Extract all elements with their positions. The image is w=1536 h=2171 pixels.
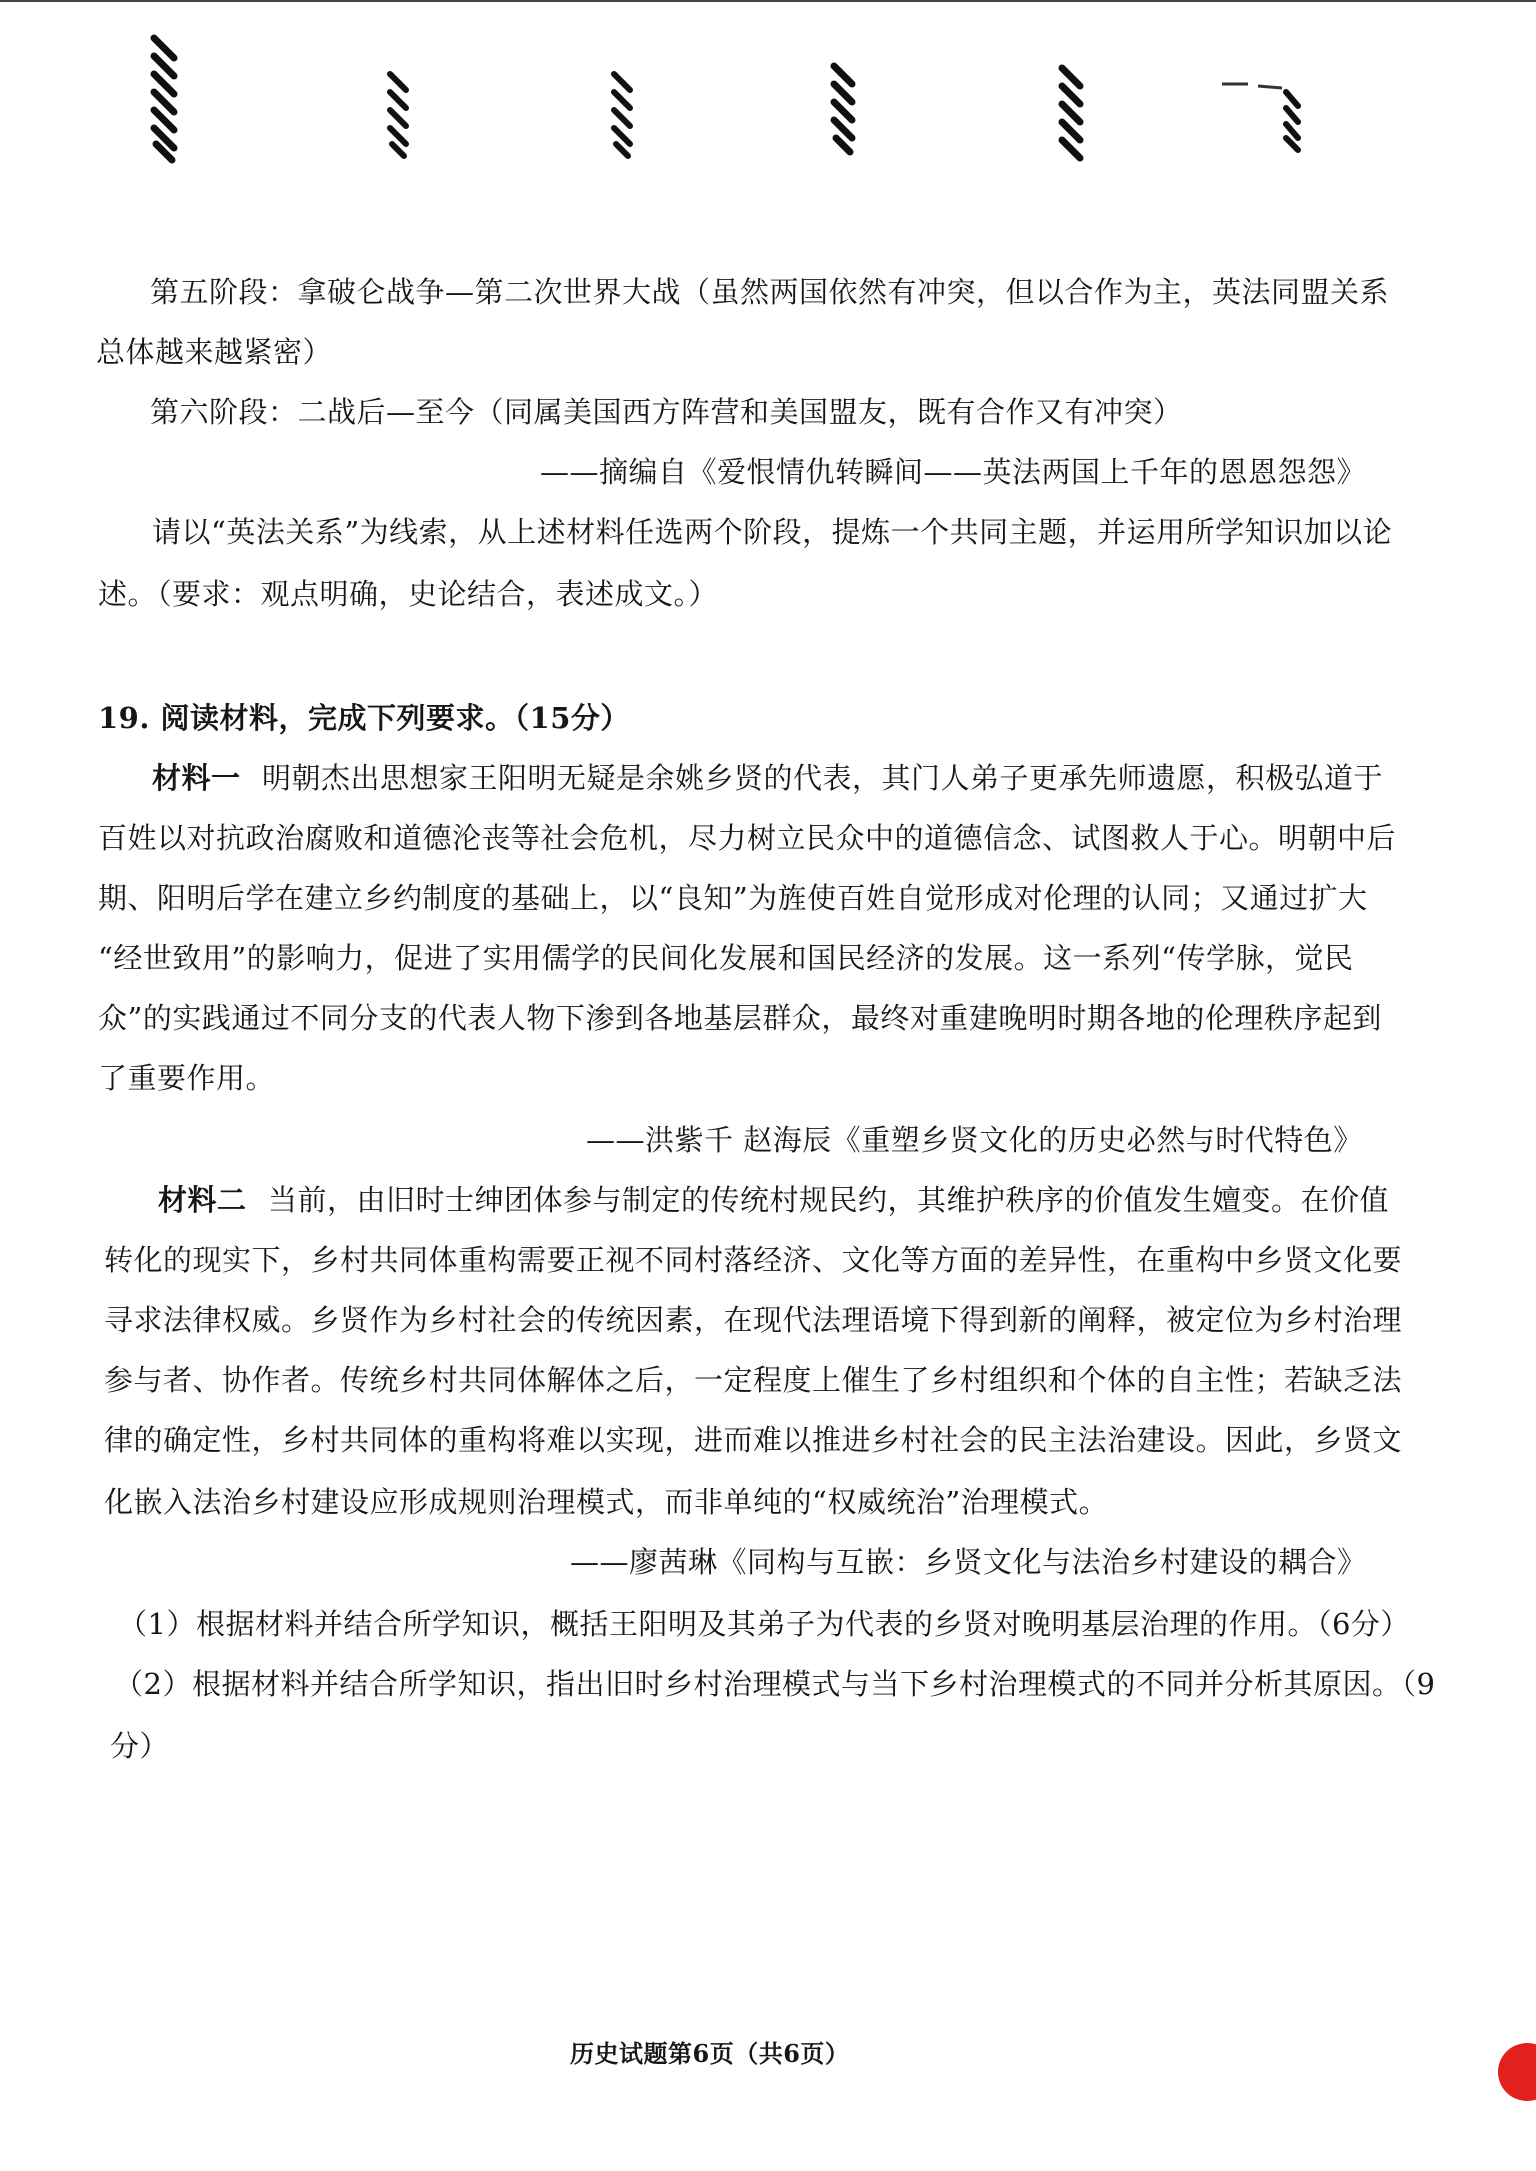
stage5-line2: 总体越来越紧密） — [96, 335, 333, 369]
page-footer: 历史试题第6页（共6页） — [570, 2039, 850, 2068]
question-19-2-line2: 分） — [110, 1729, 170, 1763]
material2-line4: 参与者、协作者。传统乡村共同体解体之后，一定程度上催生了乡村组织和个体的自主性；若缺乏法 — [104, 1363, 1403, 1397]
material2-line2: 转化的现实下，乡村共同体重构需要正视不同村落经济、文化等方面的差异性，在重构中乡贤文化要 — [104, 1243, 1403, 1277]
binding-mark — [1056, 64, 1086, 196]
material1-line3: 期、阳明后学在建立乡约制度的基础上，以“良知”为旌使百姓自觉形成对伦理的认同；又通过扩大 — [98, 881, 1368, 915]
top-edge-line — [0, 0, 1536, 2]
prompt-q18-line2: 述。（要求：观点明确，史论结合，表述成文。） — [98, 577, 719, 611]
stage6-line: 第六阶段：二战后—至今（同属美国西方阵营和美国盟友，既有合作又有冲突） — [150, 395, 1183, 429]
red-corner-mark — [1498, 2043, 1536, 2101]
material2-line1: 当前，由旧时士绅团体参与制定的传统村规民约，其维护秩序的价值发生嬗变。在价值 — [268, 1183, 1390, 1217]
material2-source: ——廖茜琳《同构与互嵌：乡贤文化与法治乡村建设的耦合》 — [570, 1545, 1367, 1579]
material1-line4: “经世致用”的影响力，促进了实用儒学的民间化发展和国民经济的发展。这一系列“传学脉，觉民 — [98, 941, 1354, 975]
source-q18: ——摘编自《爱恨情仇转瞬间——英法两国上千年的恩恩怨怨》 — [540, 455, 1367, 489]
material1-label: 材料一 — [152, 761, 241, 795]
q19-heading: 19. 阅读材料，完成下列要求。（15分） — [98, 701, 630, 735]
material1-line2: 百姓以对抗政治腐败和道德沦丧等社会危机，尽力树立民众中的道德信念、试图救人于心。明朝中后 — [98, 821, 1397, 855]
material2-label: 材料二 — [158, 1183, 247, 1217]
material2-line6: 化嵌入法治乡村建设应形成规则治理模式，而非单纯的“权威统治”治理模式。 — [104, 1485, 1109, 1519]
material1-line5: 众”的实践通过不同分支的代表人物下渗到各地基层群众，最终对重建晚明时期各地的伦理秩序起到 — [98, 1001, 1382, 1035]
material1-line1: 明朝杰出思想家王阳明无疑是余姚乡贤的代表，其门人弟子更承先师遗愿，积极弘道于 — [262, 761, 1384, 795]
binding-mark — [384, 70, 412, 202]
binding-mark — [1218, 78, 1308, 210]
binding-mark — [828, 62, 858, 194]
question-19-1: （1）根据材料并结合所学知识，概括王阳明及其弟子为代表的乡贤对晚明基层治理的作用。（6分） — [118, 1607, 1410, 1641]
material1-source: ——洪紫千 赵海辰《重塑乡贤文化的历史必然与时代特色》 — [586, 1123, 1363, 1157]
stage5-line1: 第五阶段：拿破仑战争—第二次世界大战（虽然两国依然有冲突，但以合作为主，英法同盟关系 — [150, 275, 1390, 309]
binding-mark — [608, 70, 636, 202]
material2-line3: 寻求法律权威。乡贤作为乡村社会的传统因素，在现代法理语境下得到新的阐释，被定位为乡村治理 — [104, 1303, 1403, 1337]
question-19-2-line1: （2）根据材料并结合所学知识，指出旧时乡村治理模式与当下乡村治理模式的不同并分析其原因。（9 — [114, 1667, 1436, 1701]
binding-mark — [148, 34, 180, 166]
prompt-q18-line1: 请以“英法关系”为线索，从上述材料任选两个阶段，提炼一个共同主题，并运用所学知识加以论 — [152, 515, 1393, 549]
material1-line6: 了重要作用。 — [98, 1061, 276, 1095]
material2-line5: 律的确定性，乡村共同体的重构将难以实现，进而难以推进乡村社会的民主法治建设。因此，乡贤文 — [104, 1423, 1403, 1457]
